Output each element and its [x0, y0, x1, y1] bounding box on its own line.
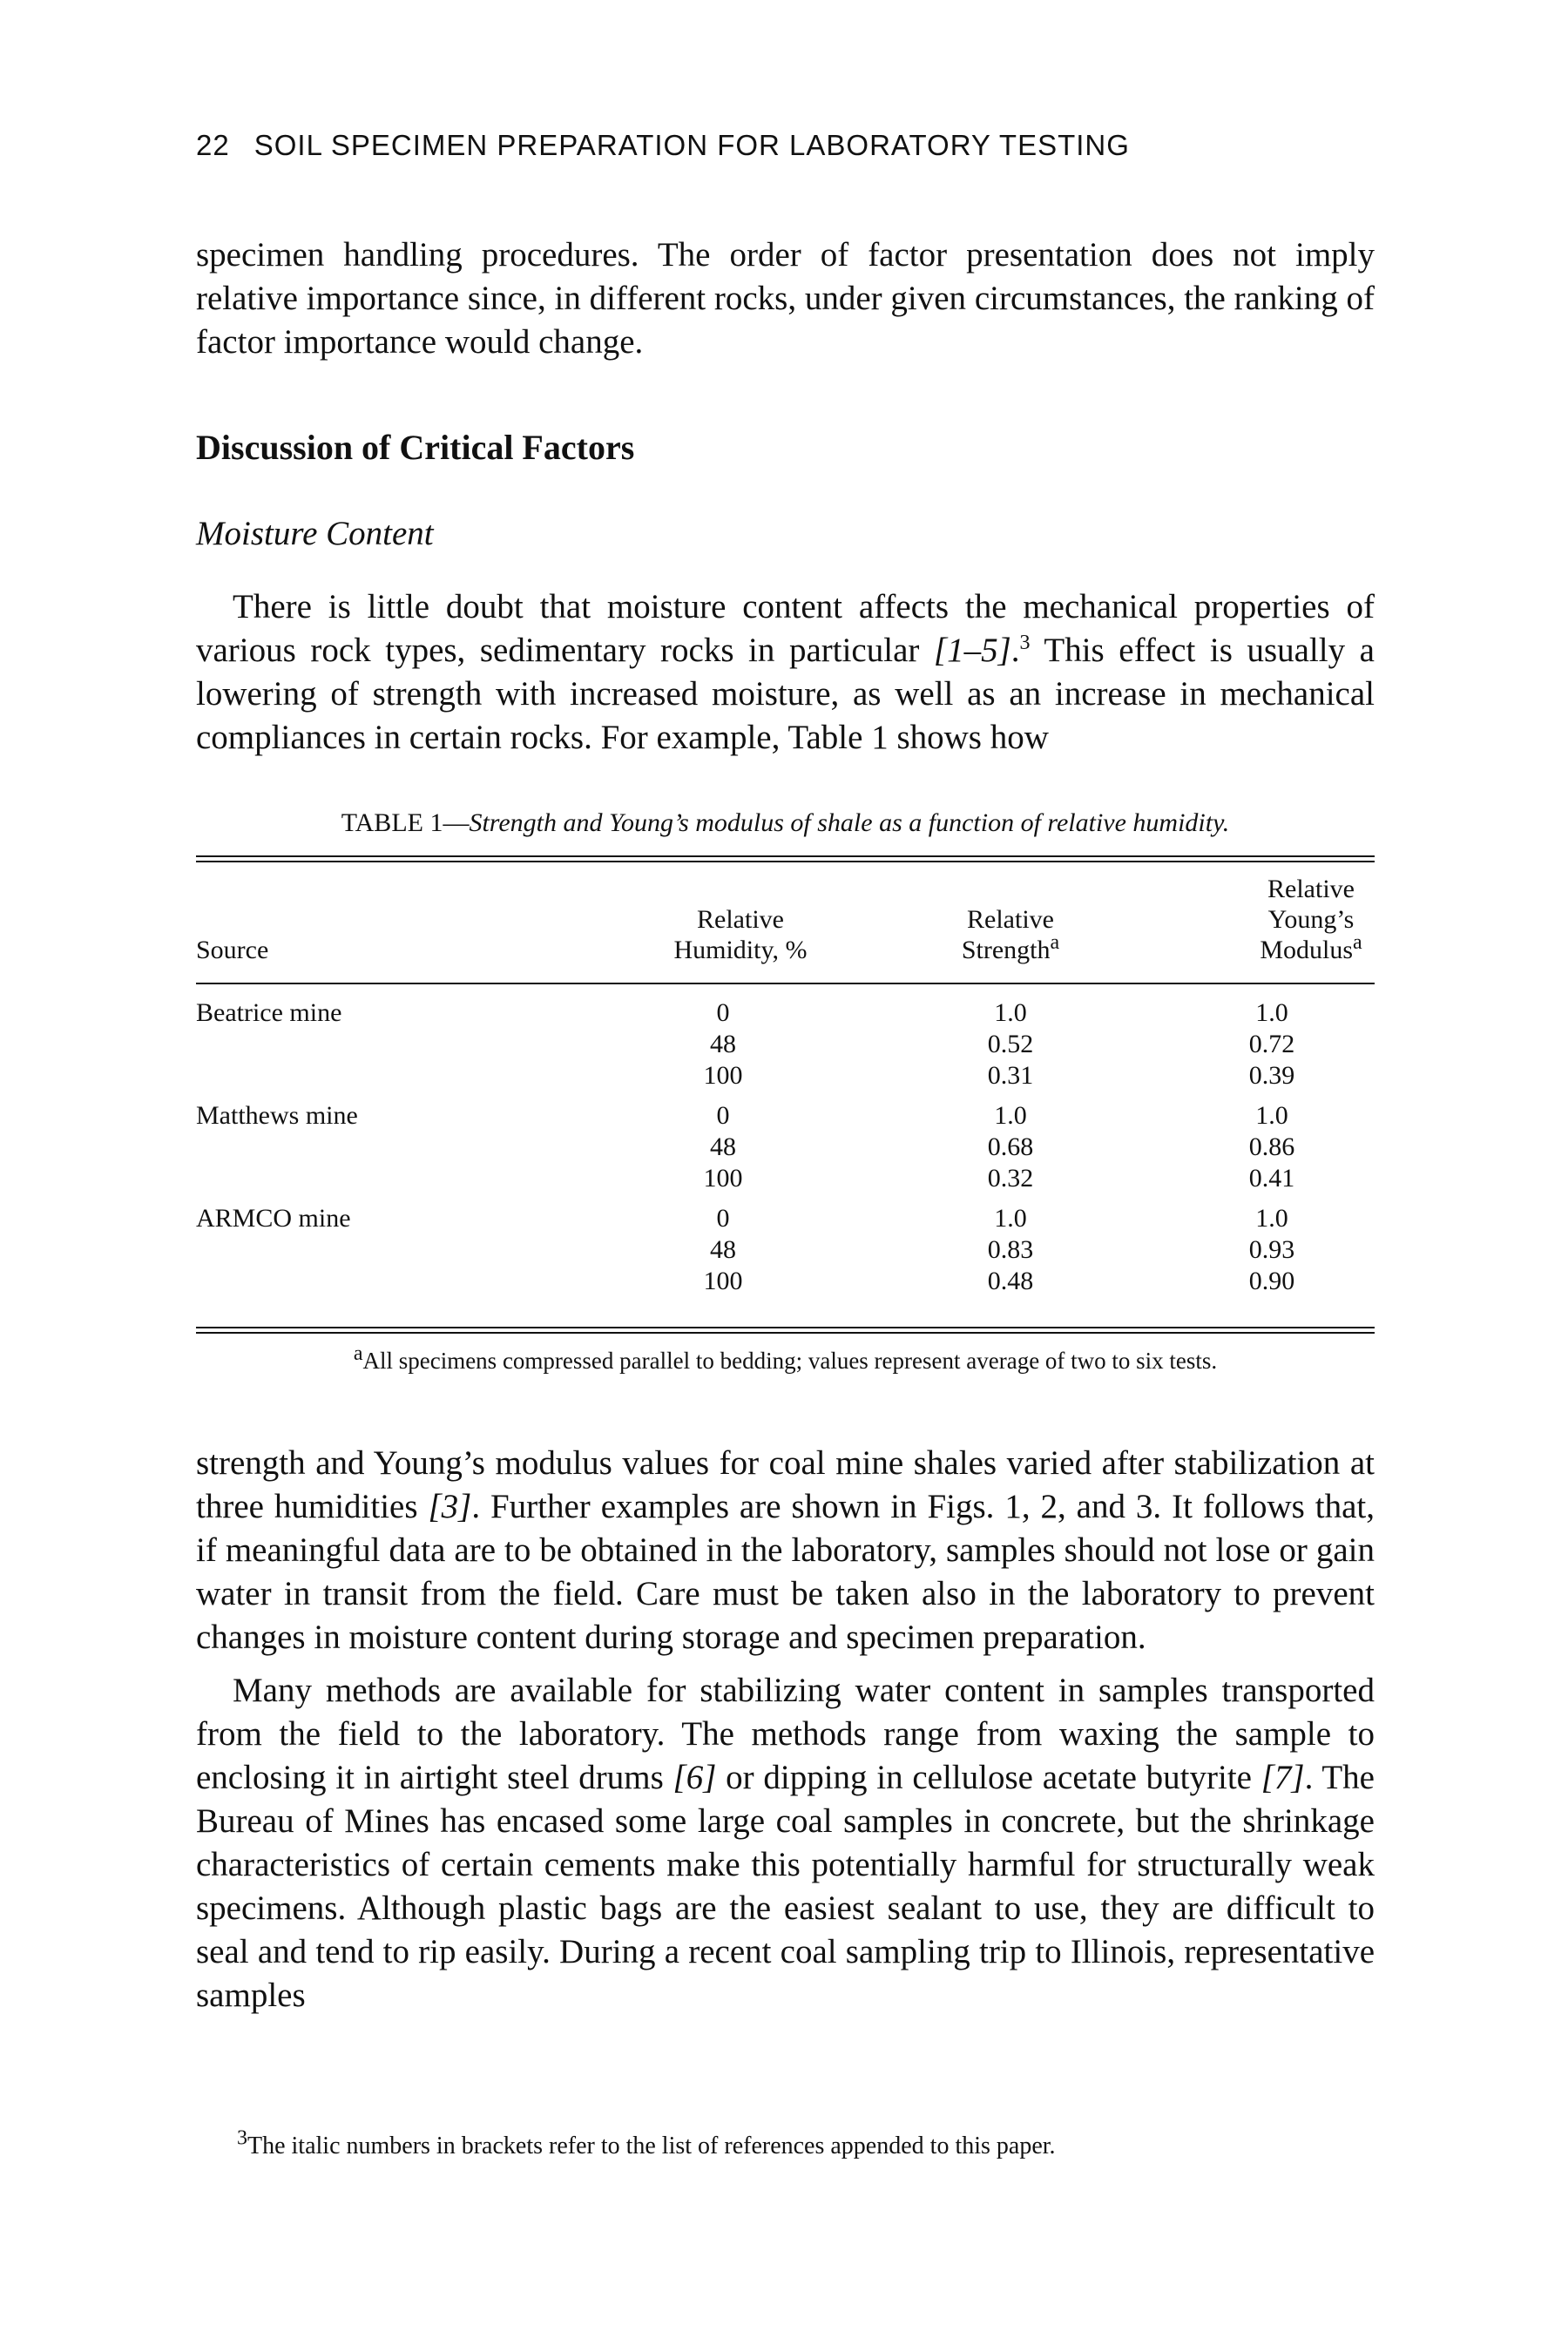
citation: [7]	[1260, 1759, 1305, 1796]
column-header-modulus	[1202, 874, 1420, 965]
footnote-text: The italic numbers in brackets refer to the list of references appended to this paper.	[247, 2132, 1056, 2159]
table-note-mark: a	[1050, 931, 1060, 954]
paragraph-intro: specimen handling procedures. The order of factor presentation does not imply relative importance since, in different rocks, under given circumstances, the ranking of factor importance would change.	[196, 236, 1375, 361]
table-cell-modulus: 0.86	[1248, 1132, 1295, 1161]
table-cell-humidity: 48	[710, 1030, 736, 1058]
table-cell-strength: 1.0	[994, 998, 1027, 1027]
table-cell-modulus: 1.0	[1255, 1101, 1288, 1130]
page-number: 22	[196, 129, 230, 161]
table-cell-modulus: 0.41	[1248, 1164, 1295, 1193]
footnote-ref: 3	[1019, 632, 1031, 654]
text-run: There is little doubt that moisture content affects the mechanical properties of various rock types, sedimentary rocks in particular	[196, 588, 1375, 669]
table-cell-humidity: 0	[716, 998, 730, 1027]
table-cell-humidity: 48	[710, 1235, 736, 1264]
text-run: .	[1010, 632, 1020, 669]
table-cell-strength: 0.68	[987, 1132, 1034, 1161]
table-cell-humidity: 0	[716, 1101, 730, 1130]
text-run: This effect is usually a lowering of strength with increased moisture, as well as an increase in mechanical compliances in certain rocks. For example, Table 1 shows how	[196, 632, 1375, 756]
paragraph-moisture	[196, 585, 1375, 760]
citation: [6]	[672, 1759, 717, 1796]
header-text: Strength	[961, 936, 1051, 964]
running-head-title: SOIL SPECIMEN PREPARATION FOR LABORATORY TESTING	[253, 129, 1130, 161]
table-cell-humidity: 0	[716, 1204, 730, 1233]
text-run: strength and Young’s modulus values for coal mine shales varied after stabilization at three humidities	[196, 1444, 1375, 1525]
table-bottom-rule	[196, 1332, 1375, 1334]
table-cell-source: Matthews mine	[196, 1101, 358, 1130]
header-line	[897, 931, 1124, 965]
table-header-rule	[196, 983, 1375, 984]
table-caption-text: Strength and Young’s modulus of shale as a function of relative humidity.	[469, 808, 1230, 837]
table-cell-strength: 0.32	[987, 1164, 1034, 1193]
citation: [3]	[428, 1488, 472, 1525]
table-footnote-mark: a	[353, 1342, 363, 1365]
footnote-mark: 3	[237, 2126, 247, 2150]
header-line: Young’s	[1267, 905, 1355, 934]
header-line: Relative	[967, 905, 1054, 934]
table-top-rule	[196, 855, 1375, 857]
table-note-mark: a	[1353, 931, 1362, 954]
paragraph-methods	[196, 1669, 1375, 2017]
table-cell-modulus: 1.0	[1255, 998, 1288, 1027]
table-cell-strength: 1.0	[994, 1204, 1027, 1233]
running-head	[196, 129, 1130, 162]
table-top-rule	[196, 861, 1375, 862]
table-footnote-text: All specimens compressed parallel to bedding; values represent average of two to six tests.	[362, 1348, 1218, 1374]
text-run: . Further examples are shown in Figs. 1, 2, and 3. It follows that, if meaningful data are to be obtained in the laboratory, samples should not lose or gain water in transit from the field. Care must be taken also in the laboratory to prevent changes in moisture content during storage and specimen preparation.	[196, 1488, 1375, 1656]
table-cell-humidity: 100	[703, 1267, 743, 1295]
table-cell-humidity: 100	[703, 1164, 743, 1193]
table-caption-label: TABLE 1—	[341, 808, 470, 837]
header-line: Relative	[1267, 875, 1355, 903]
citation: [1–5]	[933, 632, 1011, 669]
table-cell-strength: 1.0	[994, 1101, 1027, 1130]
table-cell-strength: 0.31	[987, 1061, 1034, 1090]
table-cell-modulus: 0.39	[1248, 1061, 1295, 1090]
header-text: Modulus	[1260, 936, 1354, 964]
paragraph-strength	[196, 1442, 1375, 1659]
table-cell-humidity: 100	[703, 1061, 743, 1090]
table-caption	[196, 808, 1375, 838]
text-run: . The Bureau of Mines has encased some large coal samples in concrete, but the shrinkage characteristics of certain cements make this potentially harmful for structurally weak specimens. Although plastic bags are the easiest sealant to use, they are difficult to seal and tend to rip easily. During a recent coal sampling trip to Illinois, representative samples	[196, 1759, 1375, 2014]
table-cell-modulus: 0.93	[1248, 1235, 1295, 1264]
table-cell-modulus: 0.72	[1248, 1030, 1295, 1058]
table-cell-strength: 0.83	[987, 1235, 1034, 1264]
header-line: Relative	[697, 905, 784, 934]
table-cell-modulus: 0.90	[1248, 1267, 1295, 1295]
table-cell-source: ARMCO mine	[196, 1204, 351, 1233]
page-footnote	[237, 2126, 1056, 2160]
table-cell-strength: 0.48	[987, 1267, 1034, 1295]
table-cell-source: Beatrice mine	[196, 998, 342, 1027]
column-header-source: Source	[196, 936, 269, 964]
column-header-humidity	[610, 904, 871, 965]
table-cell-humidity: 48	[710, 1132, 736, 1161]
text-run: Many methods are available for stabilizing water content in samples transported from the field to the laboratory. The methods range from waxing the sample to enclosing it in airtight steel drums	[196, 1672, 1375, 1796]
section-heading: Discussion of Critical Factors	[196, 428, 635, 467]
header-line: Humidity, %	[673, 936, 808, 964]
column-header-strength	[897, 904, 1124, 965]
table-cell-strength: 0.52	[987, 1030, 1034, 1058]
header-line	[1202, 931, 1420, 965]
subsection-heading: Moisture Content	[196, 515, 434, 552]
text-run: or dipping in cellulose acetate butyrite	[716, 1759, 1261, 1796]
table-footnote	[196, 1342, 1375, 1375]
table-cell-modulus: 1.0	[1255, 1204, 1288, 1233]
table-bottom-rule	[196, 1327, 1375, 1328]
